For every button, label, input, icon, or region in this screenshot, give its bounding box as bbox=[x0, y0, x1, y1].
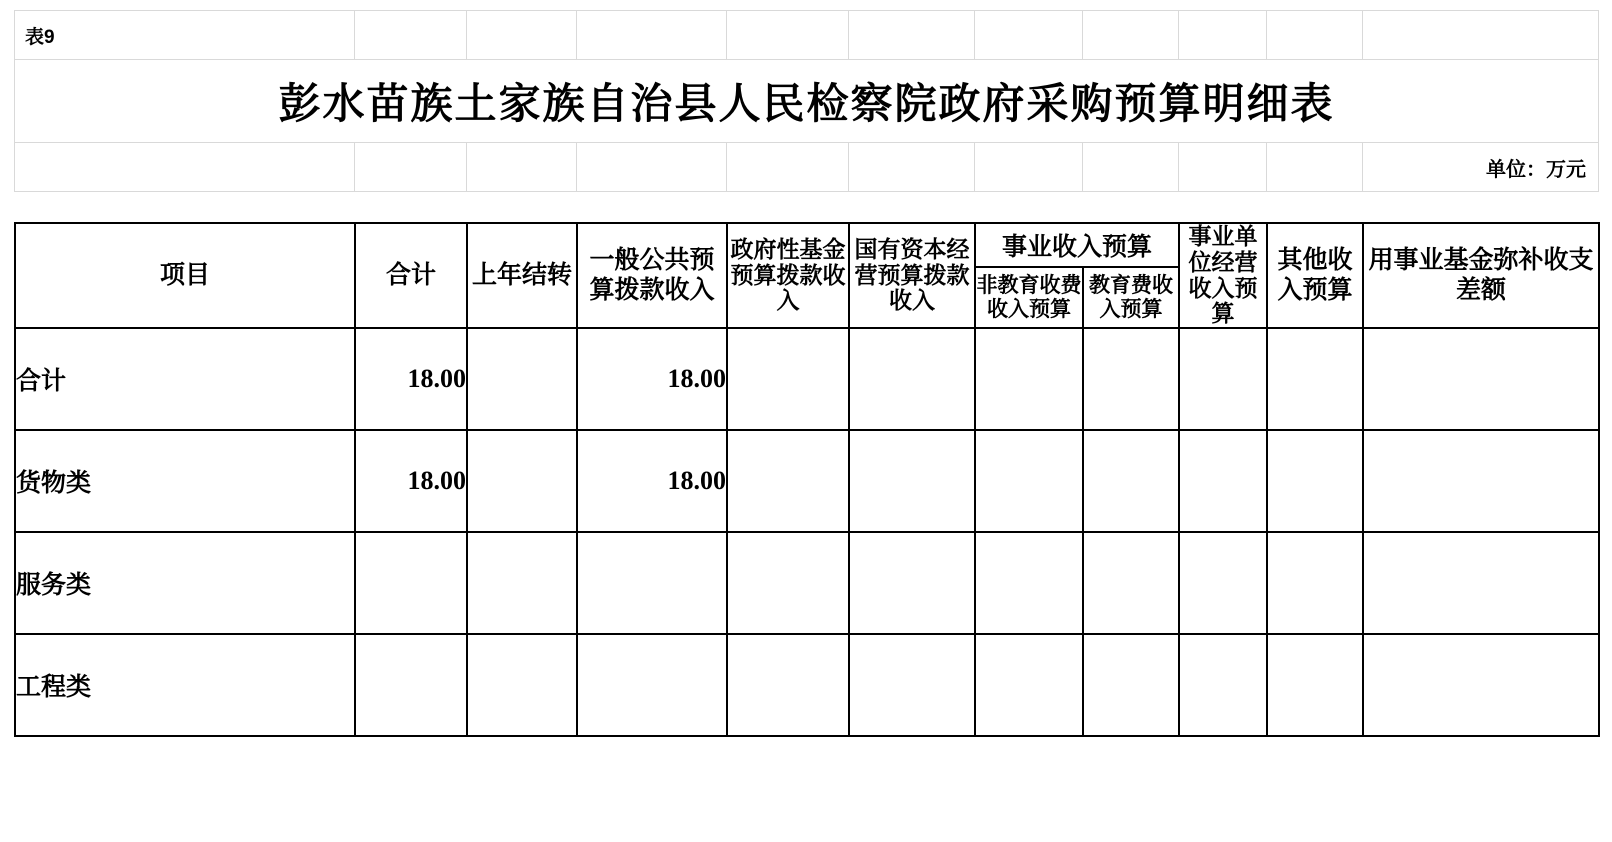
cell-gov-fund-budget bbox=[727, 328, 849, 430]
cell-carryover bbox=[467, 430, 577, 532]
cell-other-income bbox=[1267, 634, 1363, 736]
cell-total bbox=[355, 532, 467, 634]
grid-cell bbox=[1267, 11, 1363, 60]
row-label: 工程类 bbox=[15, 634, 355, 736]
grid-cell bbox=[15, 143, 355, 192]
cell-general-public-budget bbox=[577, 634, 727, 736]
cell-general-public-budget: 18.00 bbox=[577, 328, 727, 430]
th-total: 合计 bbox=[355, 223, 467, 328]
th-fund-offset: 用事业基金弥补收支差额 bbox=[1363, 223, 1599, 328]
sheet-tag: 表9 bbox=[15, 11, 355, 60]
grid-cell bbox=[577, 11, 727, 60]
cell-general-public-budget: 18.00 bbox=[577, 430, 727, 532]
grid-cell bbox=[1083, 143, 1179, 192]
table-row bbox=[15, 634, 1599, 736]
cell-non-education-fee bbox=[975, 532, 1083, 634]
cell-fund-offset bbox=[1363, 634, 1599, 736]
grid-cell bbox=[849, 143, 975, 192]
unit-note: 单位：万元 bbox=[1363, 143, 1599, 192]
grid-cell bbox=[467, 143, 577, 192]
table-header-row-1 bbox=[15, 223, 1599, 267]
cell-state-capital-budget bbox=[849, 430, 975, 532]
cell-state-capital-budget bbox=[849, 532, 975, 634]
grid-row-unit bbox=[15, 143, 1599, 192]
cell-unit-operating-income bbox=[1179, 328, 1267, 430]
cell-other-income bbox=[1267, 430, 1363, 532]
cell-other-income bbox=[1267, 532, 1363, 634]
grid-table bbox=[14, 10, 1599, 192]
row-label: 服务类 bbox=[15, 532, 355, 634]
grid-cell bbox=[1179, 143, 1267, 192]
grid-cell bbox=[727, 143, 849, 192]
cell-unit-operating-income bbox=[1179, 532, 1267, 634]
grid-cell bbox=[849, 11, 975, 60]
grid-cell bbox=[1083, 11, 1179, 60]
grid-cell bbox=[467, 11, 577, 60]
cell-fund-offset bbox=[1363, 328, 1599, 430]
cell-unit-operating-income bbox=[1179, 430, 1267, 532]
cell-education-fee bbox=[1083, 532, 1179, 634]
cell-fund-offset bbox=[1363, 430, 1599, 532]
cell-total bbox=[355, 634, 467, 736]
grid-row-title bbox=[15, 60, 1599, 143]
grid-cell bbox=[1179, 11, 1267, 60]
budget-table-container bbox=[14, 222, 1598, 737]
th-education-fee: 教育费收入预算 bbox=[1083, 267, 1179, 328]
cell-gov-fund-budget bbox=[727, 634, 849, 736]
th-project: 项目 bbox=[15, 223, 355, 328]
cell-education-fee bbox=[1083, 328, 1179, 430]
cell-state-capital-budget bbox=[849, 328, 975, 430]
cell-non-education-fee bbox=[975, 328, 1083, 430]
row-label: 货物类 bbox=[15, 430, 355, 532]
grid-cell bbox=[1267, 143, 1363, 192]
th-non-education-fee: 非教育收费收入预算 bbox=[975, 267, 1083, 328]
grid-cell bbox=[355, 11, 467, 60]
cell-general-public-budget bbox=[577, 532, 727, 634]
cell-carryover bbox=[467, 634, 577, 736]
grid-cell bbox=[975, 143, 1083, 192]
th-unit-operating-income: 事业单位经营收入预算 bbox=[1179, 223, 1267, 328]
procurement-budget-table bbox=[14, 222, 1600, 737]
th-business-income-group: 事业收入预算 bbox=[975, 223, 1179, 267]
cell-total: 18.00 bbox=[355, 430, 467, 532]
cell-non-education-fee bbox=[975, 430, 1083, 532]
cell-education-fee bbox=[1083, 430, 1179, 532]
cell-total: 18.00 bbox=[355, 328, 467, 430]
cell-state-capital-budget bbox=[849, 634, 975, 736]
cell-gov-fund-budget bbox=[727, 430, 849, 532]
cell-non-education-fee bbox=[975, 634, 1083, 736]
cell-fund-offset bbox=[1363, 532, 1599, 634]
cell-education-fee bbox=[1083, 634, 1179, 736]
table-row bbox=[15, 328, 1599, 430]
page-title: 彭水苗族土家族自治县人民检察院政府采购预算明细表 bbox=[15, 60, 1599, 143]
cell-other-income bbox=[1267, 328, 1363, 430]
th-other-income: 其他收入预算 bbox=[1267, 223, 1363, 328]
cell-gov-fund-budget bbox=[727, 532, 849, 634]
th-gov-fund-budget: 政府性基金预算拨款收入 bbox=[727, 223, 849, 328]
sheet-grid-header bbox=[14, 10, 1598, 222]
grid-row-tag bbox=[15, 11, 1599, 60]
cell-carryover bbox=[467, 532, 577, 634]
cell-unit-operating-income bbox=[1179, 634, 1267, 736]
grid-cell bbox=[727, 11, 849, 60]
th-state-capital-budget: 国有资本经营预算拨款收入 bbox=[849, 223, 975, 328]
row-label: 合计 bbox=[15, 328, 355, 430]
grid-cell bbox=[975, 11, 1083, 60]
th-carryover: 上年结转 bbox=[467, 223, 577, 328]
cell-carryover bbox=[467, 328, 577, 430]
grid-cell bbox=[355, 143, 467, 192]
th-general-public-budget: 一般公共预算拨款收入 bbox=[577, 223, 727, 328]
table-row bbox=[15, 532, 1599, 634]
grid-cell bbox=[1363, 11, 1599, 60]
table-row bbox=[15, 430, 1599, 532]
grid-cell bbox=[577, 143, 727, 192]
